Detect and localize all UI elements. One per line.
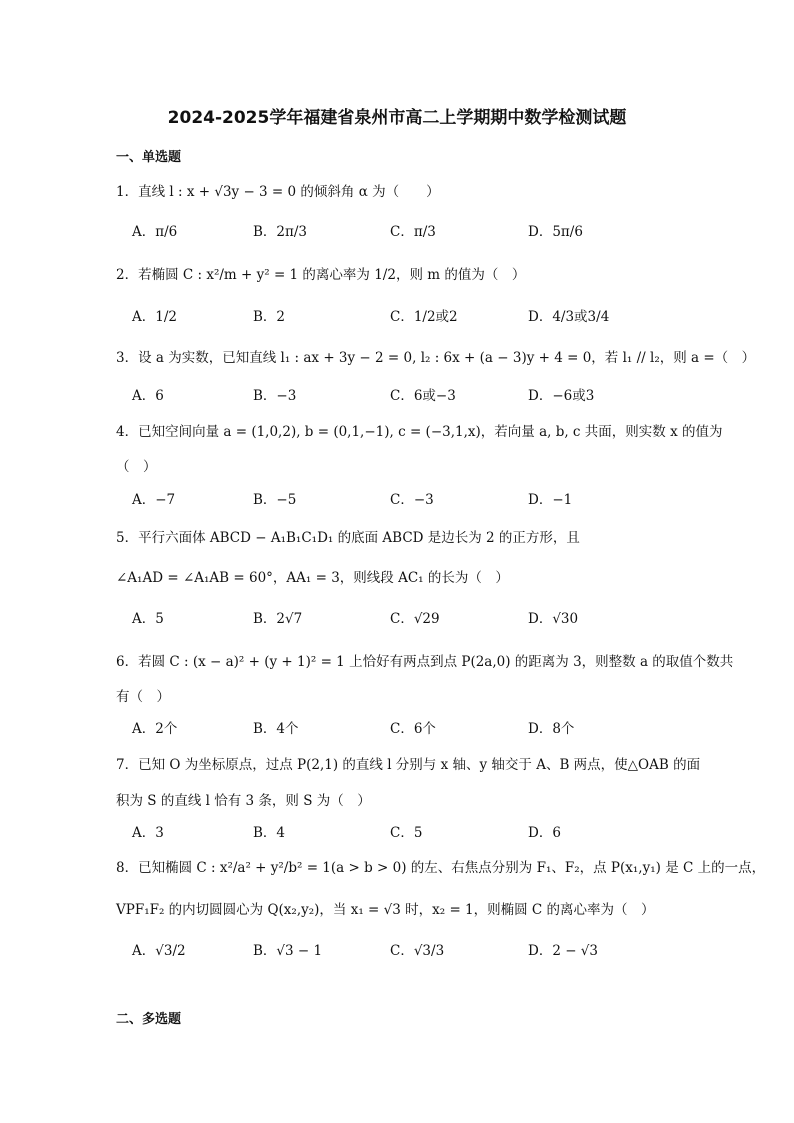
option-c[interactable]: C．6个 xyxy=(390,721,436,737)
option-c[interactable]: C．1/2或2 xyxy=(390,309,458,325)
option-d[interactable]: D．−1 xyxy=(528,492,573,508)
question-8-stem-line-2: VPF₁F₂ 的内切圆圆心为 Q(x₂,y₂)，当 x₁ = √3 时，x₂ = 1，则椭圆 C 的离心率为（ ） xyxy=(116,902,655,918)
option-a[interactable]: A．√3/2 xyxy=(132,943,186,959)
option-c[interactable]: C．π/3 xyxy=(390,224,436,240)
option-a[interactable]: A．5 xyxy=(132,611,164,627)
option-c[interactable]: C．√3/3 xyxy=(390,943,445,959)
option-b[interactable]: B．−5 xyxy=(253,492,297,508)
option-d[interactable]: D．6 xyxy=(528,825,561,841)
question-2-stem: 2．若椭圆 C : x²/m + y² = 1 的离心率为 1/2，则 m 的值为（ ） xyxy=(116,267,526,283)
option-a[interactable]: A．1/2 xyxy=(132,309,177,325)
option-c[interactable]: C．5 xyxy=(390,825,423,841)
section-heading-multiple-choice: 二、多选题 xyxy=(116,1012,182,1027)
option-d[interactable]: D．4/3或3/4 xyxy=(528,309,610,325)
question-7-stem-line-2: 积为 S 的直线 l 恰有 3 条，则 S 为（ ） xyxy=(116,793,371,809)
question-8-stem-line-1: 8．已知椭圆 C : x²/a² + y²/b² = 1(a > b > 0) 的左、右焦点分别为 F₁、F₂，点 P(x₁,y₁) 是 C 上的一点， xyxy=(116,860,766,876)
question-4-stem-line-2: （ ） xyxy=(116,459,157,475)
option-b[interactable]: B．2√7 xyxy=(253,611,303,627)
question-5-stem-line-2: ∠A₁AD = ∠A₁AB = 60°，AA₁ = 3，则线段 AC₁ 的长为（ ） xyxy=(116,570,509,586)
option-b[interactable]: B．4个 xyxy=(253,721,299,737)
question-7-stem-line-1: 7．已知 O 为坐标原点，过点 P(2,1) 的直线 l 分别与 x 轴、y 轴交于 A、B 两点，使△OAB 的面 xyxy=(116,757,701,773)
option-d[interactable]: D．−6或3 xyxy=(528,388,595,404)
option-d[interactable]: D．2 − √3 xyxy=(528,943,598,959)
question-6-stem-line-2: 有（ ） xyxy=(116,689,170,705)
section-heading-single-choice: 一、单选题 xyxy=(116,150,182,165)
option-d[interactable]: D．√30 xyxy=(528,611,579,627)
question-4-stem-line-1: 4．已知空间向量 a = (1,0,2), b = (0,1,−1), c = (−3,1,x)，若向量 a, b, c 共面，则实数 x 的值为 xyxy=(116,424,723,440)
option-d[interactable]: D．5π/6 xyxy=(528,224,583,240)
option-a[interactable]: A．π/6 xyxy=(132,224,178,240)
question-1-stem: 1．直线 l : x + √3y − 3 = 0 的倾斜角 α 为（ ） xyxy=(116,184,440,200)
option-b[interactable]: B．2π/3 xyxy=(253,224,308,240)
question-3-stem: 3．设 a 为实数，已知直线 l₁ : ax + 3y − 2 = 0, l₂ : 6x + (a − 3)y + 4 = 0，若 l₁ // l₂，则 a =（ ） xyxy=(116,350,756,366)
question-6-stem-line-1: 6．若圆 C : (x − a)² + (y + 1)² = 1 上恰好有两点到点 P(2a,0) 的距离为 3，则整数 a 的取值个数共 xyxy=(116,654,734,670)
question-5-stem-line-1: 5．平行六面体 ABCD − A₁B₁C₁D₁ 的底面 ABCD 是边长为 2 的正方形，且 xyxy=(116,530,580,546)
option-a[interactable]: A．6 xyxy=(132,388,164,404)
option-b[interactable]: B．√3 − 1 xyxy=(253,943,323,959)
option-c[interactable]: C．6或−3 xyxy=(390,388,456,404)
option-c[interactable]: C．√29 xyxy=(390,611,440,627)
option-a[interactable]: A．2个 xyxy=(132,721,178,737)
page-title: 2024-2025学年福建省泉州市高二上学期期中数学检测试题 xyxy=(167,108,627,128)
option-b[interactable]: B．2 xyxy=(253,309,286,325)
option-b[interactable]: B．4 xyxy=(253,825,286,841)
option-c[interactable]: C．−3 xyxy=(390,492,434,508)
option-a[interactable]: A．3 xyxy=(132,825,164,841)
option-b[interactable]: B．−3 xyxy=(253,388,297,404)
option-d[interactable]: D．8个 xyxy=(528,721,575,737)
option-a[interactable]: A．−7 xyxy=(132,492,176,508)
